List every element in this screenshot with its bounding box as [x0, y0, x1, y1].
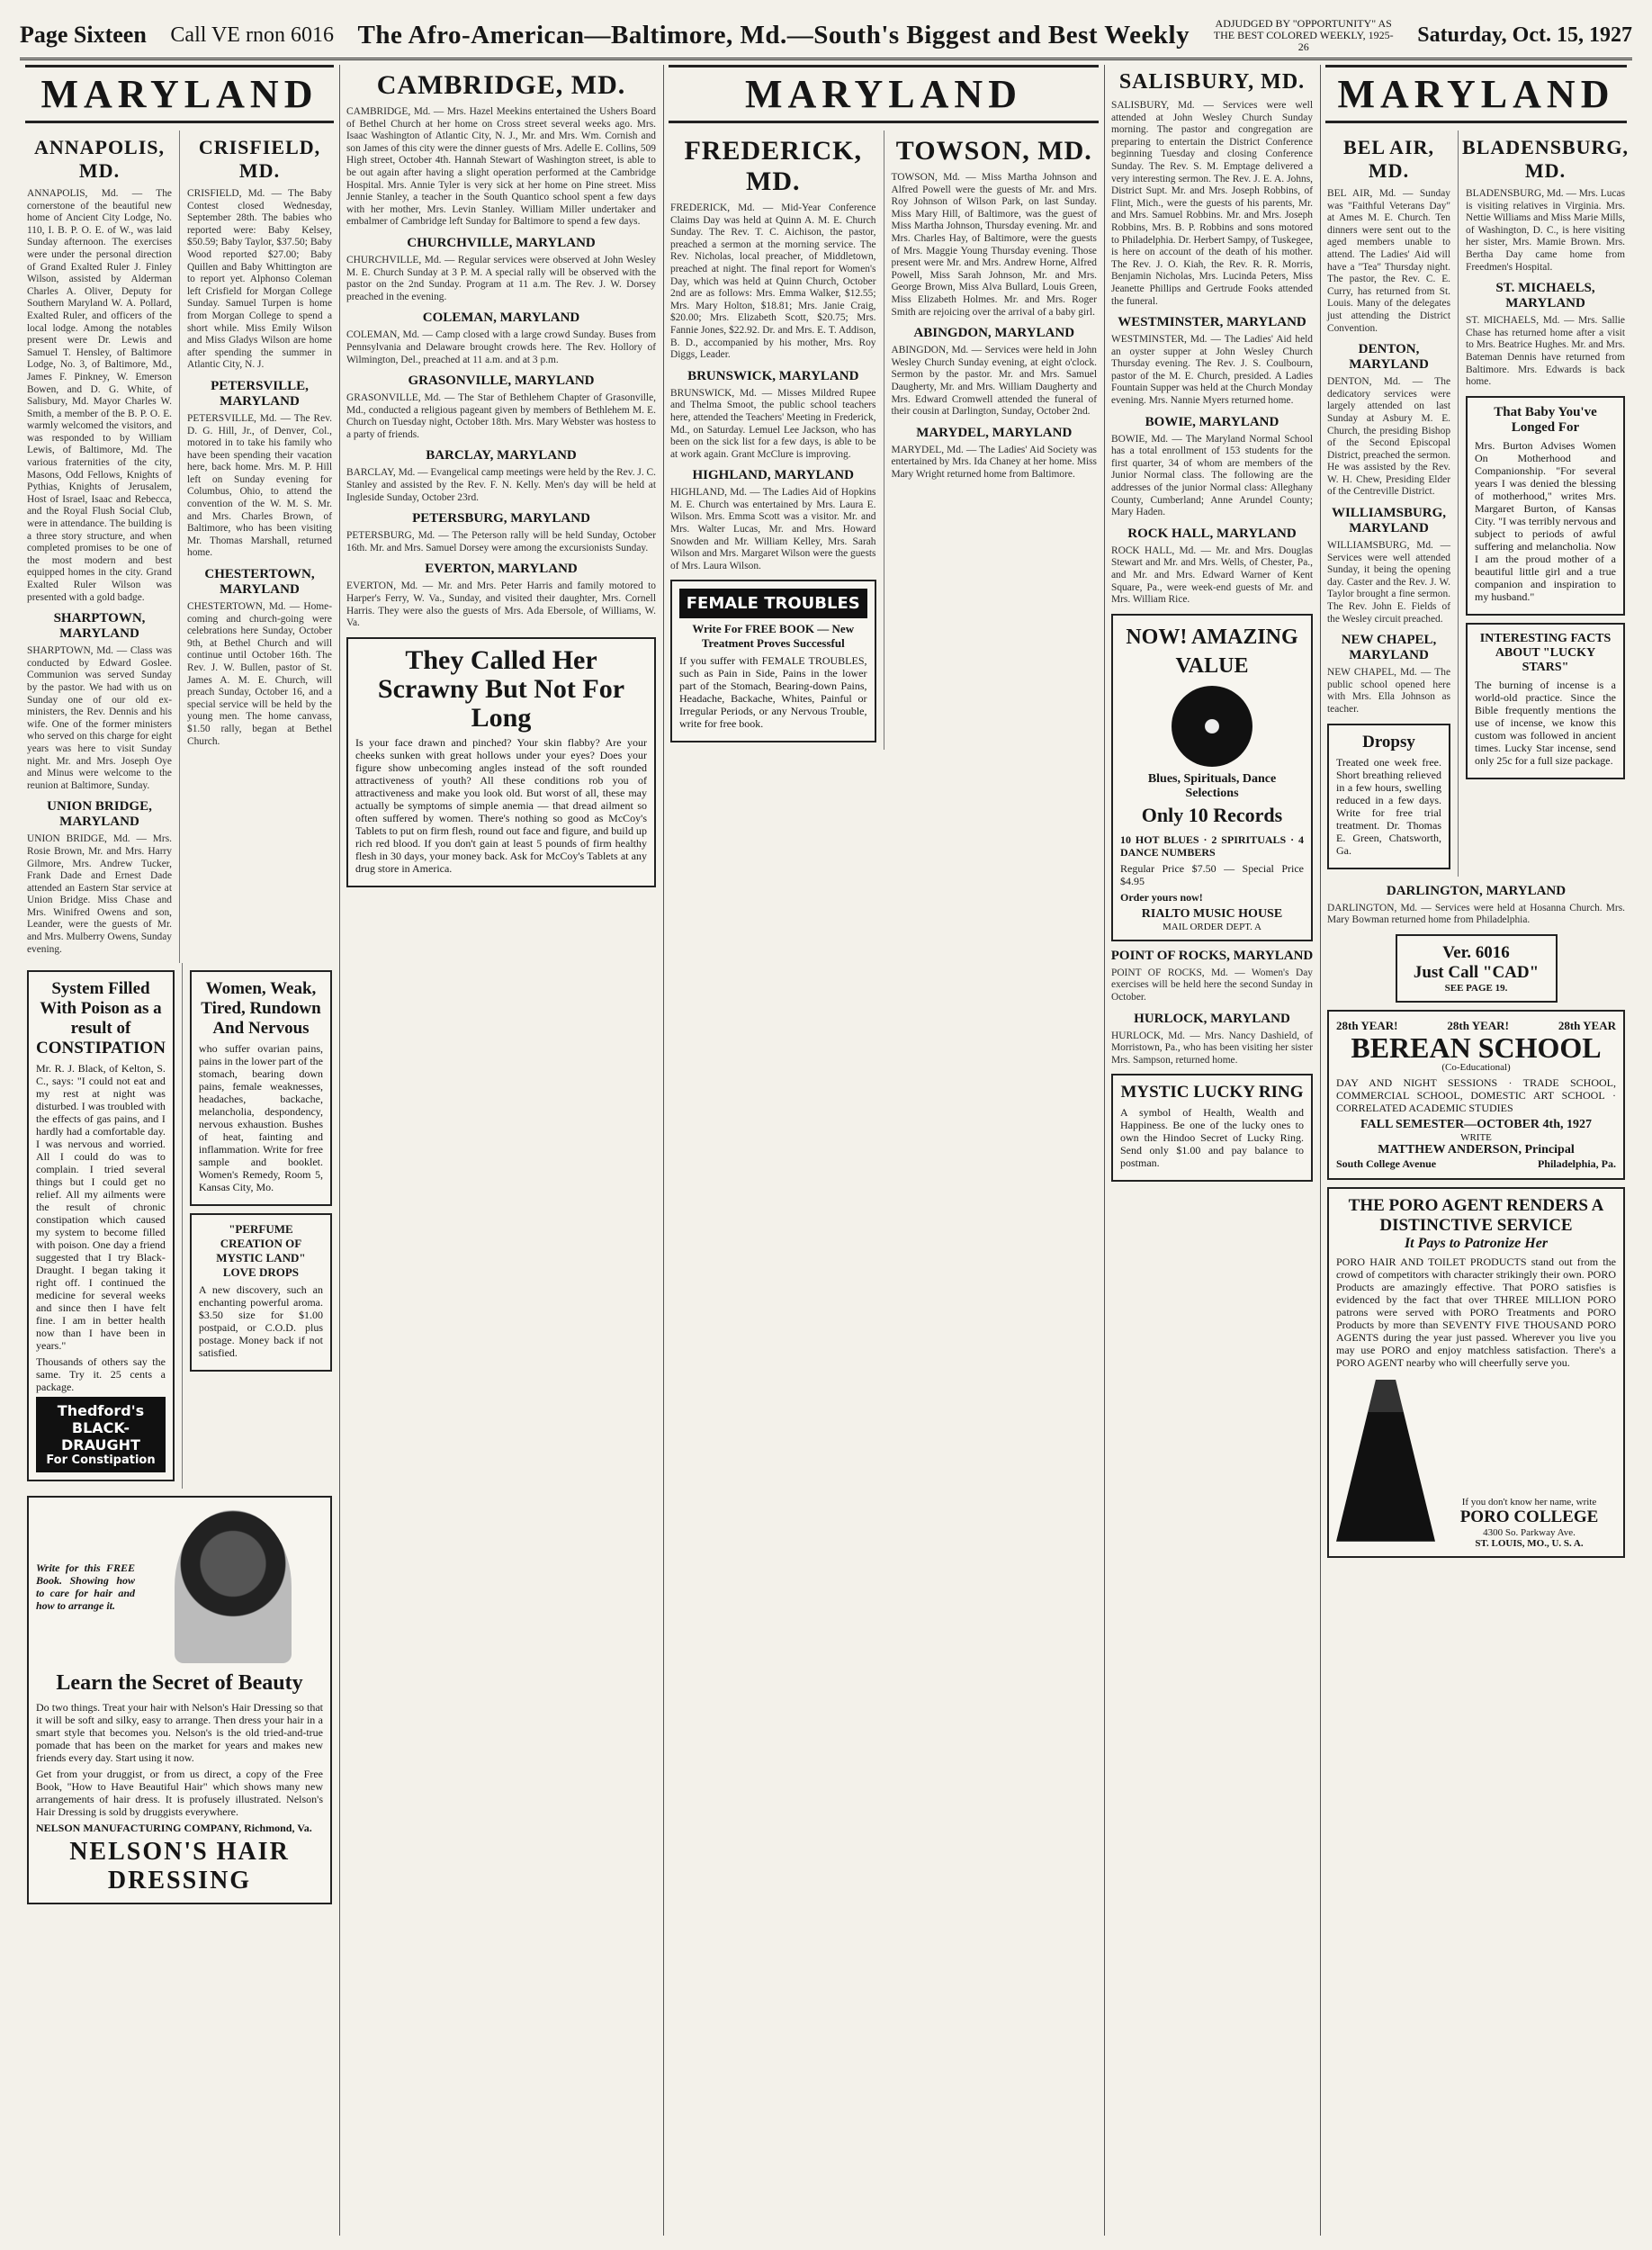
call-number: Call VE rnon 6016: [170, 22, 334, 47]
adjudged-note: ADJUDGED BY "OPPORTUNITY" AS THE BEST COLORED WEEKLY, 1925-26: [1213, 16, 1394, 53]
sub-heading: BOWIE, MARYLAND: [1145, 414, 1279, 429]
ad-baby: [1466, 396, 1625, 616]
sub-heading: DENTON, MARYLAND: [1349, 342, 1429, 373]
ad-semester: FALL SEMESTER—OCTOBER 4th, 1927: [1360, 1117, 1592, 1131]
sub-heading: UNION BRIDGE, MARYLAND: [47, 799, 152, 830]
ad-body: Treated one week free. Short breathing relieved in a few hours, swelling reduced in a few days. Write for free trial treatment. Dr. Thomas E. Green, Chatsworth, Ga.: [1336, 755, 1442, 857]
ad-sub: Blues, Spirituals, Dance Selections: [1147, 771, 1277, 800]
page-number: Page Sixteen: [20, 22, 147, 48]
article-text: ROCK HALL, Md. — Mr. and Mrs. Douglas Stewart and Mr. and Mrs. Wells, of Chester, Pa., and Mr. and Mrs. Edward Warner of Kent Square, Pa., were week-end guests of Mr. and Mrs. William Rice.: [1111, 544, 1313, 606]
woman-figure-image: [1336, 1380, 1435, 1542]
ad-college: PORO COLLEGE: [1459, 1507, 1599, 1526]
town-heading: CRISFIELD, MD.: [198, 136, 321, 182]
ad-women: [190, 970, 332, 1206]
sub-heading: PETERSBURG, MARYLAND: [412, 511, 590, 526]
ad-body: The burning of incense is a world-old practice. Since the Bible frequently mentions the use of incense, we know this custom was followed in ancient times. Lucky Star incense, send only 25c for a full size package.: [1475, 678, 1616, 767]
article-text: ST. MICHAELS, Md. — Mrs. Sallie Chase has returned home after a visit to Mrs. Beatrice Hughes. Mr. and Mrs. Bateman Dennis have returned from Baltimore. Mrs. Edwards is back home.: [1466, 315, 1625, 388]
ad-address: South College Avenue: [1336, 1156, 1437, 1170]
sub-heading: CHURCHVILLE, MARYLAND: [407, 235, 596, 250]
ad-body: Do two things. Treat your hair with Nelson's Hair Dressing so that it will be soft and silky, easy to arrange. Then dress your hair in a smart style that becomes you. Nelson's is the old tried-and-true pomade that has been on the market for years and makes new friends every day. Start using it now.: [36, 1701, 323, 1765]
woman-portrait-image: [175, 1510, 292, 1663]
ad-berean-school: [1327, 1010, 1625, 1180]
sub-heading: HIGHLAND, MARYLAND: [692, 468, 854, 483]
sub-heading: ST. MICHAELS, MARYLAND: [1495, 281, 1595, 311]
ad-year: 28th YEAR: [1558, 1018, 1616, 1032]
article-text: HURLOCK, Md. — Mrs. Nancy Dashield, of Morristown, Pa., who has been visiting her sister Mrs. Sampson, returned home.: [1111, 1030, 1313, 1066]
ad-company: NELSON MANUFACTURING COMPANY, Richmond, Va.: [36, 1822, 312, 1835]
ad-body: Is your face drawn and pinched? Your skin flabby? Are your cheeks sunken with great hollows under your eyes? Does your figure show unbecoming angles instead of the soft rounded attractiveness of youth? All these conditions rob you of attractiveness and make you look old. But worst of all, these may actually be symptoms of simple anemia — that dread ailment so often suffered by women. There's nothing so good as McCoy's Tablets to put on firm flesh, round out face and figure, and build up rich red blood. If you don't gain at least 5 pounds of firm healthy flesh in 30 days, your money back. Ask for McCoy's Tablets at any drug store in America.: [355, 735, 647, 875]
section-banner: MARYLAND: [25, 65, 334, 123]
column-2: [339, 65, 664, 2236]
article-text: DARLINGTON, Md. — Services were held at Hosanna Church. Mrs. Mary Bowman returned home from Philadelphia.: [1327, 902, 1625, 926]
article-text: EVERTON, Md. — Mr. and Mrs. Peter Harris and family motored to Harper's Ferry, W. Va., Sunday, and visited their daughter, Mrs. Cornell Harris. They were also the guests of Mrs. Ada Ebersole, of Williams, W. Va.: [346, 580, 656, 629]
ad-city: Philadelphia, Pa.: [1537, 1156, 1616, 1170]
ad-aside: Write for this FREE Book. Showing how to care for hair and how to arrange it.: [36, 1562, 135, 1613]
ad-brand: NELSON'S HAIR DRESSING: [69, 1838, 290, 1895]
ad-desc: DAY AND NIGHT SESSIONS · TRADE SCHOOL, COMMERCIAL SCHOOL, DOMESTIC ART SCHOOL · CORRELATED ACADEMIC STUDIES: [1336, 1076, 1616, 1114]
article-text: HIGHLAND, Md. — The Ladies Aid of Hopkins M. E. Church was entertained by Mrs. Laura E. Wilson. Mrs. Emma Scott was a visitor. Mr. and Mrs. Walter Lucas, Mr. and Mrs. Howard Snowden and Mr. William Kelley, Mrs. Sarah Wilson and Mrs. Margaret Wilson were the guests of Mrs. Laura Wilson.: [670, 487, 876, 572]
article-text: BOWIE, Md. — The Maryland Normal School has a total enrollment of 153 students for the first quarter, 34 of whom are members of the Junior Normal class. The following are the addresses of the junior Normal class: Alleghany County, Cumberland; Anne Arundel County; Mary Haden.: [1111, 433, 1313, 518]
article-text: MARYDEL, Md. — The Ladies' Aid Society was entertained by Mrs. Ida Chaney at her home. Miss Mary Wright returned home from Baltimore.: [891, 444, 1097, 480]
column-5: [1320, 65, 1632, 2236]
page-header: [20, 13, 1632, 60]
column-4: [1104, 65, 1321, 2236]
article-text: BARCLAY, Md. — Evangelical camp meetings were held by the Rev. J. C. Stanley and assisted by the Rev. F. N. Kelly. Men's day will be held at Ingleside Sunday, October 23rd.: [346, 467, 656, 503]
ad-list: 10 HOT BLUES · 2 SPIRITUALS · 4 DANCE NUMBERS: [1120, 832, 1304, 859]
ad-lucky-stars: [1466, 623, 1625, 779]
ad-year: 28th YEAR!: [1447, 1018, 1509, 1032]
article-text: CAMBRIDGE, Md. — Mrs. Hazel Meekins entertained the Ushers Board of Bethel Church at her home on Cross street several weeks ago. Mrs. Isaac Washington of Atlantic City, N. J., Mr. and Mrs. Wm. Cornish and son James of this city were the dinner guests of Mrs. Adelle E. Collins, 509 High street, October 4th. Hannah Stewart of Washington street, is able to be out again after having a slight operation performed at the Cambridge Hospital. Mrs. Annie Tyler is very sick at her home on Pine street. Miss Jennie Stanley, a teacher in the South Quantico school spent a few days with her mother, Mrs. Levin Stanley. William Miller undertaker and embalmer of Cambridge left Sunday for Baltimore to spend a few days.: [346, 106, 656, 228]
article-text: GRASONVILLE, Md. — The Star of Bethlehem Chapter of Grasonville, Md., conducted a religious pageant given by members of Bethlehem M. E. Church on Tuesday night, October 18th. Mrs. Mary Webster was hostess to a party of friends.: [346, 392, 656, 440]
town-heading: TOWSON, MD.: [895, 136, 1092, 166]
ad-headline: NOW! AMAZING VALUE: [1126, 625, 1298, 678]
sub-heading: HURLOCK, MARYLAND: [1134, 1011, 1290, 1026]
article-text: PETERSVILLE, Md. — The Rev. D. G. Hill, Jr., of Denver, Col., motored in to take his family who have been spending their vacation here, back home. Mrs. M. P. Hill left on Sunday evening for Columbus, Ohio, to attend the convention of the W. M. S. Mr. and Mrs. Charles Brown, of Baltimore, who has been visiting Mr. Thomas Marshall, returned home.: [187, 412, 332, 559]
town-heading: FREDERICK, MD.: [684, 136, 862, 196]
ad-body: who suffer ovarian pains, pains in the lower part of the stomach, bearing down pains, female weaknesses, headaches, backache, melancholia, despondency, nervous exhaustion. Bushes of heat, fainting and inflammation. Write for free sample and booklet. Women's Remedy, Room 5, Kansas City, Mo.: [198, 1042, 323, 1194]
ad-headline: FEMALE TROUBLES: [679, 589, 867, 618]
column-3: [663, 65, 1105, 2236]
article-text: BLADENSBURG, Md. — Mrs. Lucas is visiting relatives in Virginia. Mrs. Nettie Williams and Miss Marie Mills, of Washington, D. C., is here visiting her sister, Mrs. Mamie Brown. Mrs. Bertha Day came home from Freedmen's Hospital.: [1466, 188, 1625, 273]
article-text: UNION BRIDGE, Md. — Mrs. Rosie Brown, Mr. and Mrs. Harry Gilmore, Mrs. Andrew Tucker, Frank Dade and Ernest Dade attended an Eastern Star service at Union Bridge. Miss Chase and Mrs. Winifred Owens and son, Leander, were the guests of Mr. and Mrs. Mulberry Owens, Sunday evening.: [27, 833, 172, 955]
sub-heading: GRASONVILLE, MARYLAND: [408, 374, 595, 389]
ad-brand: Thedford's BLACK-DRAUGHT For Constipation: [36, 1397, 166, 1472]
sub-heading: EVERTON, MARYLAND: [425, 562, 578, 577]
town-heading: CAMBRIDGE, MD.: [376, 70, 626, 100]
article-text: ABINGDON, Md. — Services were held in John Wesley Church Sunday evening, at eight o'clock. Sermon by the pastor. Mr. and Mrs. Samuel Daugherty, Mr. and Mrs. William Daugherty and Mrs. Edward Cromwell attended the funeral of their cousin at Darlington, Sunday, October 2nd.: [891, 345, 1097, 418]
sub-heading: WILLIAMSBURG, MARYLAND: [1331, 506, 1447, 536]
sub-heading: BRUNSWICK, MARYLAND: [687, 368, 859, 383]
article-text: PETERSBURG, Md. — The Peterson rally will be held Sunday, October 16th. Mr. and Mrs. Samuel Dorsey were among the excursionists Sunday.: [346, 530, 656, 554]
article-text: FREDERICK, Md. — Mid-Year Conference Claims Day was held at Quinn A. M. E. Church Sunday. The Rev. T. C. Aichison, the pastor, preached a sermon at the morning service. The Rev. Nicholas, local preacher, of Middletown, preached at night. The final report for Women's Day, which was held at Quinn Church, October 2nd are as follows: Mrs. Emma Walker, $12.55; Mrs. Mary Holton, $18.81; Mrs. Janie Craig, $20.00; Mrs. Elizabeth Scott, $20.75; Mrs. Fannie Jones, $22.92. Dr. and Mrs. E. T. Addison, B. D., accompanied by his mother, Mrs. Roy Diggs, Leader.: [670, 202, 876, 361]
section-banner: MARYLAND: [669, 65, 1099, 123]
article-text: WILLIAMSBURG, Md. — Services were well attended Sunday, it being the opening day. Caster and the Rev. J. W. Taylor brought a fine sermon. The Rev. John E. Fields of the Wesley circuit preached.: [1327, 540, 1451, 625]
ad-headline: System Filled With Poison as a result of CONSTIPATION: [36, 979, 166, 1058]
ad-headline: INTERESTING FACTS ABOUT "LUCKY STARS": [1479, 631, 1612, 674]
ad-body: Mr. R. J. Black, of Kelton, S. C., says: "I could not eat and my rest at night was disturbed. I was troubled with the effects of gas pains, and I hardly had a comfortable day. I was nervous and worried. All I could do was to complain. I tried several things but I could get no relief. All my ailments were the result of chronic constipation which caused my system to become filled with poison. One day a friend suggested that I try Black-Draught. I began taking it right off. I continued the medicine for several weeks and since then I have felt fine. I am in better health now than I have been in years.": [36, 1062, 166, 1353]
ad-write: WRITE: [1460, 1131, 1492, 1143]
sub-heading: MARYDEL, MARYLAND: [916, 425, 1073, 440]
sub-heading: WESTMINSTER, MARYLAND: [1118, 315, 1306, 330]
article-text: TOWSON, Md. — Miss Martha Johnson and Alfred Powell were the guests of Mr. and Mrs. Roy Johnson of Wilson Park, on last Sunday. Miss Mary Hill, of Baltimore, was the guest of Miss Martha Johnson, Thursday evening. Mr. and Mrs. Charles Hay, of Baltimore, were the guests of Mrs. Maggie Young Thursday evening. Those present were Mr. and Mrs. Andrew Horne, Alfred Powell, Miss Sarah Johnson, Mr. and Mrs. George Brown, Miss Alva Bullard, Louis Green, Miss Elizabeth Holmes. Mr. and Mrs. Roger Smith are rejoicing over the arrival of a baby girl.: [891, 172, 1097, 318]
column-1: [20, 65, 340, 2236]
ad-tagline: Thousands of others say the same. Try it. 25 cents a package.: [36, 1355, 166, 1394]
ad-headline: "PERFUME CREATION OF MYSTIC LAND" LOVE DROPS: [216, 1222, 306, 1280]
article-text: BEL AIR, Md. — Sunday was "Faithful Veterans Day" at Ames M. E. Church. Ten dinners were sent out to the aged members unable to attend. The Ladies' Aid will have a "Tea" Thursday night. The pastor, the Rev. C. E. Curry, has returned from St. Louis. Many of the delegates just attending the District Convention.: [1327, 188, 1451, 334]
ad-headline: They Called Her Scrawny But Not For Long: [377, 644, 625, 733]
sub-heading: COLEMAN, MARYLAND: [422, 310, 580, 326]
ad-constipation: [27, 970, 175, 1481]
ad-line: Just Call "CAD": [1413, 962, 1540, 982]
ad-lucky-ring: [1111, 1074, 1313, 1182]
sub-heading: PETERSVILLE, MARYLAND: [211, 378, 309, 409]
ad-coed: (Co-Educational): [1441, 1061, 1511, 1073]
ad-body: Get from your druggist, or from us direct, a copy of the Free Book, "How to Have Beautiful Hair" which shows many new arrangements of hair dress. It is profusely illustrated. Nelson's Hair Dressing is sold by druggists everywhere.: [36, 1768, 323, 1819]
issue-date: Saturday, Oct. 15, 1927: [1417, 22, 1632, 47]
ad-headline: BEREAN SCHOOL: [1351, 1030, 1602, 1064]
ad-sub: Write For FREE BOOK — New Treatment Proves Successful: [692, 622, 855, 651]
ad-female-troubles: [670, 580, 876, 742]
article-text: NEW CHAPEL, Md. — The public school opened here with Mrs. Ella Johnson as teacher.: [1327, 667, 1451, 715]
article-text: BRUNSWICK, Md. — Misses Mildred Rupee and Thelma Smoot, the public school teachers here, attended the Teachers' Meeting in Frederick, Md., on Saturday. Lemuel Lee Jackson, who has been on the sick list for a few days, is able to be at work again. Grant McClure is improving.: [670, 387, 876, 460]
ad-dept: MAIL ORDER DEPT. A: [1163, 921, 1261, 932]
ad-big: Only 10 Records: [1141, 803, 1283, 826]
town-heading: SALISBURY, MD.: [1118, 70, 1306, 94]
sub-heading: ROCK HALL, MARYLAND: [1127, 526, 1297, 541]
section-banner: MARYLAND: [1325, 65, 1627, 123]
ad-city: ST. LOUIS, MO., U. S. A.: [1475, 1537, 1584, 1549]
article-text: WESTMINSTER, Md. — The Ladies' Aid held an oyster supper at John Wesley Church Thursday evening. The Rev. J. S. Coulbourn, pastor of the M. E. Church, presided. A Ladies Fountain Supper was held at the Church Monday evening. Mrs. Nannie Myers returned home.: [1111, 334, 1313, 407]
ad-body: A symbol of Health, Wealth and Happiness. Be one of the lucky ones to own the Hindoo Secret of Lucky Ring. Send only $1.00 and pay balance to postman.: [1120, 1106, 1304, 1170]
ad-sub: It Pays to Patronize Her: [1404, 1235, 1549, 1251]
town-heading: ANNAPOLIS, MD.: [33, 136, 166, 182]
ad-body: PORO HAIR AND TOILET PRODUCTS stand out from the crowd of competitors with character strikingly their own. PORO Products are amazingly effective. That PORO satisfies is evidenced by the fact that over THREE MILLION PORO patrons were served with PORO Treatments and PORO Products by more than SEVENTY FIVE THOUSAND PORO AGENTS during the year just passed. Wherever you live you may use PORO and enjoy matchless satisfaction. There's a PORO AGENT nearby who will cheerfully serve you.: [1336, 1255, 1616, 1369]
ad-year: 28th YEAR!: [1336, 1018, 1398, 1032]
record-disc-image: [1172, 686, 1252, 767]
sub-heading: DARLINGTON, MARYLAND: [1386, 883, 1567, 898]
article-text: CHURCHVILLE, Md. — Regular services were observed at John Wesley M. E. Church Sunday at 3 P. M. A special rally will be observed with the pastor on the 2nd Sunday. Program at 11 a.m. The Rev. J. W. Dorsey preached in the evening.: [346, 254, 656, 302]
ad-body: Mrs. Burton Advises Women On Motherhood and Companionship. "For several years I was denied the blessing of motherhood," writes Mrs. Margaret Burton, of Kansas City. "I was terribly nervous and subject to periods of awful suffering and melancholia. Now I am the proud mother of a beautiful little girl and a true companion and inspiration to my husband.": [1475, 438, 1616, 603]
masthead: The Afro-American—Baltimore, Md.—South's Biggest and Best Weekly: [357, 20, 1190, 50]
ad-write: If you don't know her name, write: [1461, 1496, 1597, 1508]
ad-call-cad: [1396, 934, 1558, 1003]
ad-body: If you suffer with FEMALE TROUBLES, such as Pain in Side, Pains in the lower part of the Stomach, Bearing-down Pains, Headache, Backache, Whites, Painful or Irregular Periods, or any Nervous Trouble, write for free book.: [679, 654, 867, 731]
article-text: SALISBURY, Md. — Services were well attended at John Wesley Church Sunday morning. The pastor and congregation are preparing to entertain the District Conference beginning Tuesday and closing Conference Sunday. The Rev. S. M. Emptage delivered a very interesting sermon. The Rev. J. E. A. Johns, District Supt. Mr. and Mrs. Joseph Robbins, of Flint, Mich., were the guests of his parents, Mr. and Mrs. Samuel Robbins. Mr. and Mrs. Joseph Robbins, Mrs. B. P. Robbins and sons motored to Philadelphia. Dr. Herbert Sampy, of Tuskegee, is here on account of the death of his mother. The Rev. J. O. Kiah, the Rev. R. R. Morris, Benjamin Nicholas, Mrs. Lucinda Peters, Miss Jeanette Phillips and Gertrude Fooks attended the funeral.: [1111, 100, 1313, 307]
ad-poro: [1327, 1187, 1625, 1558]
sub-heading: NEW CHAPEL, MARYLAND: [1341, 633, 1437, 663]
sub-heading: BARCLAY, MARYLAND: [426, 448, 577, 464]
ad-perfume: [190, 1213, 332, 1372]
sub-heading: ABINGDON, MARYLAND: [913, 326, 1075, 341]
article-text: CHESTERTOWN, Md. — Home-coming and church-going were celebrations here Sunday, October 9th, at Bethel Church and will continue until October 16th. The Rev. J. W. Bullen, pastor of St. James A. M. E. Church, will preach Sunday, October 16, and a special service will be held by the young men. The home canvass, $1.50 rally, began at Bethel Church.: [187, 601, 332, 747]
ad-line: Ver. 6016: [1442, 942, 1510, 962]
ad-dropsy: [1327, 724, 1450, 869]
ad-store: RIALTO MUSIC HOUSE: [1141, 906, 1283, 921]
article-text: POINT OF ROCKS, Md. — Women's Day exercises will be held here the second Sunday in October.: [1111, 967, 1313, 1003]
ad-body: A new discovery, such an enchanting powerful aroma. $3.50 size for $1.00 postpaid, or C.O.D. plus postage. Money back if not satisfied.: [198, 1283, 323, 1360]
ad-headline: Women, Weak, Tired, Rundown And Nervous: [201, 979, 321, 1039]
town-heading: BLADENSBURG, MD.: [1462, 136, 1629, 182]
article-text: DENTON, Md. — The dedicatory services were largely attended on last Sunday at Asbury M. E. Church, the presiding Bishop of the Second Episcopal District, preached the sermon. He was assisted by the Rev. W. H. Chew, Presiding Elder of the Centreville District.: [1327, 376, 1451, 498]
sub-heading: POINT OF ROCKS, MARYLAND: [1110, 948, 1314, 963]
ad-headline: THE PORO AGENT RENDERS A DISTINCTIVE SERVICE: [1348, 1195, 1604, 1235]
ad-headline: Dropsy: [1362, 732, 1415, 752]
town-heading: BEL AIR, MD.: [1343, 136, 1434, 182]
sub-heading: CHESTERTOWN, MARYLAND: [204, 567, 315, 598]
article-text: SHARPTOWN, Md. — Class was conducted by Edward Goslee. Communion was served Sunday by the pastor. We had with us on Sunday one of our old ex-ministers, the Rev. Dennis and his wife. One of the former ministers who served on this charge for eight years was here to visit Sunday night. Mr. and Mrs. Joseph Oye and Minus were welcome to the reunion at Baltimore, Sunday.: [27, 645, 172, 791]
article-text: ANNAPOLIS, Md. — The cornerstone of the beautiful new home of Ancient City Lodge, No. 110, I. B. P. O. E. of W., was laid Sunday afternoon. The exercises were under the personal direction of Grand Exalted Ruler J. Finley Wilson, assisted by Alderman Charles A. Oliver, Deputy for Southern Maryland W. A. Pollard, Exalted Ruler, and officers of the local lodge. Among the notables present were Dr. Lewis and Samuel T. Hensley, of Baltimore Lodge, No. 3, of Baltimore, Md., James F. Pinkney, W. Emerson Bowen, and D. G. White, of Salisbury, Md. Mayor Charles W. Smith, a member of the B. P. O. E. warmly welcomed the visitors, and was responded to by William Lewis, of Baltimore, Md. The various fraternities of the city, Masons, Odd Fellows, Knights of Pythias, Knights of Jerusalem, Host of Israel, Isaac and Rebecca, and the Royal Flush Social Club, were in attendance. The building is a three story structure, and when completed promises to be one of the most modern and best equipped homes in the city. Grand Exalted Ruler Wilson was presented with a gold badge.: [27, 188, 172, 603]
ad-headline: Learn the Secret of Beauty: [56, 1671, 303, 1696]
article-text: COLEMAN, Md. — Camp closed with a large crowd Sunday. Buses from Pennsylvania and Delaware brought crowds here. The Rev. Hollory of Wilmington, Del., preached at 11 a.m. and at 3 p.m.: [346, 329, 656, 365]
ad-principal: MATTHEW ANDERSON, Principal: [1378, 1142, 1575, 1156]
sub-heading: SHARPTOWN, MARYLAND: [53, 611, 146, 642]
ad-headline: That Baby You've Longed For: [1494, 404, 1597, 435]
article-text: CRISFIELD, Md. — The Baby Contest closed Wednesday, September 28th. The babies who reported were: Baby Kelsey, $50.59; Baby Taylor, $37.50; Baby Wood reported $27.00; Baby Quillen and Baby Whittington are to report yet. Alphonso Coleman left Crisfield for Morgan College Sunday. Samuel Turpen is home from Morgan College to spend a short while. Miss Emily Wilson and Miss Gladys Wilson are home after spending the summer in Atlantic City, N. J.: [187, 188, 332, 371]
ad-nelsons: [27, 1496, 332, 1904]
ad-scrawny: [346, 637, 656, 887]
ad-line: SEE PAGE 19.: [1444, 982, 1508, 994]
ad-street: 4300 So. Parkway Ave.: [1483, 1526, 1576, 1538]
ad-records: [1111, 614, 1313, 941]
ad-price: Regular Price $7.50 — Special Price $4.95: [1120, 861, 1304, 887]
ad-headline: MYSTIC LUCKY RING: [1120, 1083, 1304, 1102]
ad-offer: Order yours now!: [1120, 890, 1203, 904]
